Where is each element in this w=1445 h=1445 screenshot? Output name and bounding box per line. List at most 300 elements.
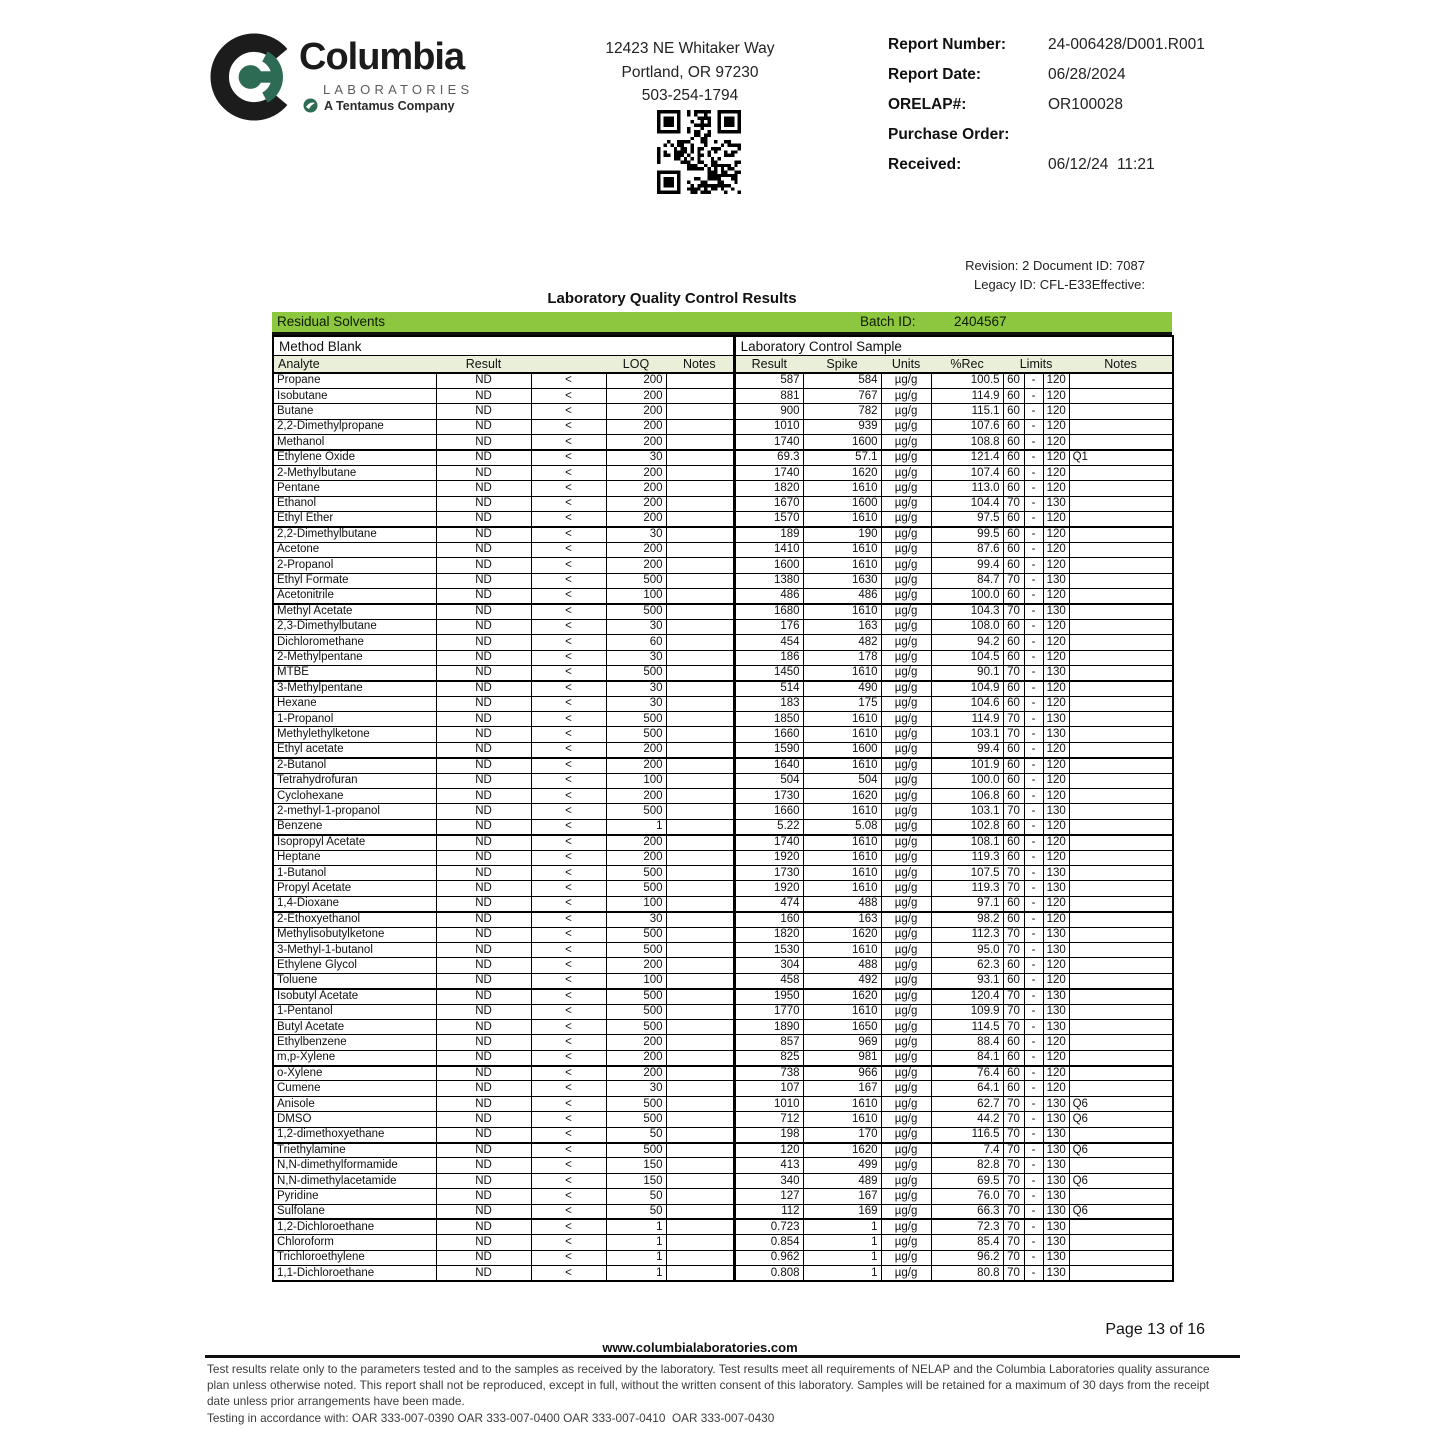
lcs-result: 587 — [734, 373, 803, 388]
lcs-percent-recovery: 72.3 — [931, 1219, 1003, 1234]
limit-low: 70 — [1003, 989, 1024, 1004]
mb-loq: 100 — [606, 773, 666, 788]
mb-loq: 500 — [606, 866, 666, 881]
table-row — [273, 1158, 1173, 1173]
analyte-name: 2-Propanol — [273, 558, 436, 573]
table-row — [273, 819, 1173, 834]
revision-line1: Revision: 2 Document ID: 7087 — [965, 258, 1145, 273]
lcs-notes — [1069, 1250, 1173, 1265]
lcs-notes — [1069, 650, 1173, 665]
lcs-percent-recovery: 107.4 — [931, 465, 1003, 480]
mb-operator: < — [531, 1096, 606, 1111]
limit-high: 120 — [1043, 835, 1069, 850]
lcs-result: 1820 — [734, 927, 803, 942]
lcs-percent-recovery: 115.1 — [931, 404, 1003, 419]
mb-operator: < — [531, 1019, 606, 1034]
mb-loq: 200 — [606, 742, 666, 757]
limit-dash: - — [1024, 819, 1043, 834]
lcs-units: µg/g — [881, 512, 931, 527]
lcs-result: 160 — [734, 912, 803, 927]
mb-operator: < — [531, 1035, 606, 1050]
lcs-result: 1640 — [734, 758, 803, 773]
table-row — [273, 896, 1173, 911]
limit-high: 130 — [1043, 712, 1069, 727]
lcs-notes — [1069, 1127, 1173, 1142]
limit-low: 70 — [1003, 881, 1024, 896]
lcs-spike: 57.1 — [803, 450, 881, 465]
table-row — [273, 1173, 1173, 1188]
tagline-text: A Tentamus Company — [324, 98, 455, 113]
limit-low: 60 — [1003, 650, 1024, 665]
table-row — [273, 1019, 1173, 1034]
limit-dash: - — [1024, 866, 1043, 881]
lcs-units: µg/g — [881, 404, 931, 419]
limit-dash: - — [1024, 404, 1043, 419]
table-row — [273, 1204, 1173, 1219]
table-row — [273, 1127, 1173, 1142]
lcs-notes — [1069, 881, 1173, 896]
mb-operator: < — [531, 1250, 606, 1265]
lcs-result: 1600 — [734, 558, 803, 573]
lcs-notes — [1069, 527, 1173, 542]
mb-notes — [666, 1019, 734, 1034]
lcs-units: µg/g — [881, 450, 931, 465]
lcs-percent-recovery: 99.4 — [931, 742, 1003, 757]
lcs-spike: 1 — [803, 1219, 881, 1234]
limit-low: 60 — [1003, 635, 1024, 650]
limit-low: 70 — [1003, 1219, 1024, 1234]
mb-loq: 500 — [606, 573, 666, 588]
lcs-units: µg/g — [881, 1158, 931, 1173]
lcs-result: 183 — [734, 696, 803, 711]
mb-result: ND — [436, 1266, 531, 1281]
lcs-result: 0.962 — [734, 1250, 803, 1265]
lcs-notes: Q6 — [1069, 1204, 1173, 1219]
lcs-spike: 489 — [803, 1173, 881, 1188]
lcs-spike: 1610 — [803, 512, 881, 527]
mb-loq: 1 — [606, 1235, 666, 1250]
limit-high: 120 — [1043, 650, 1069, 665]
limit-dash: - — [1024, 512, 1043, 527]
analyte-name: 1-Propanol — [273, 712, 436, 727]
mb-result: ND — [436, 573, 531, 588]
mb-result: ND — [436, 1035, 531, 1050]
limit-high: 120 — [1043, 542, 1069, 557]
lcs-result: 1410 — [734, 542, 803, 557]
limit-low: 60 — [1003, 619, 1024, 634]
lcs-percent-recovery: 90.1 — [931, 665, 1003, 680]
limit-low: 60 — [1003, 527, 1024, 542]
lcs-spike: 1600 — [803, 496, 881, 511]
lcs-units: µg/g — [881, 558, 931, 573]
mb-loq: 30 — [606, 912, 666, 927]
mb-result: ND — [436, 942, 531, 957]
table-row — [273, 512, 1173, 527]
limit-dash: - — [1024, 481, 1043, 496]
lcs-result: 186 — [734, 650, 803, 665]
mb-notes — [666, 912, 734, 927]
limit-high: 120 — [1043, 619, 1069, 634]
batch-id-value: 2404567 — [954, 314, 1007, 329]
mb-operator: < — [531, 835, 606, 850]
limit-high: 130 — [1043, 927, 1069, 942]
lcs-notes — [1069, 558, 1173, 573]
lcs-units: µg/g — [881, 773, 931, 788]
limit-low: 60 — [1003, 1050, 1024, 1065]
analyte-name: 2,3-Dimethylbutane — [273, 619, 436, 634]
mb-operator: < — [531, 681, 606, 696]
lcs-notes — [1069, 1066, 1173, 1081]
table-row — [273, 835, 1173, 850]
website-text: www.columbialaboratories.com — [602, 1340, 798, 1355]
analyte-name: Cumene — [273, 1081, 436, 1096]
mb-loq: 100 — [606, 896, 666, 911]
lcs-percent-recovery: 64.1 — [931, 1081, 1003, 1096]
analyte-name: N,N-dimethylacetamide — [273, 1173, 436, 1188]
lcs-percent-recovery: 104.3 — [931, 604, 1003, 619]
limit-dash: - — [1024, 604, 1043, 619]
analyte-name: m,p-Xylene — [273, 1050, 436, 1065]
lcs-spike: 169 — [803, 1204, 881, 1219]
mb-loq: 500 — [606, 1019, 666, 1034]
mb-loq: 200 — [606, 789, 666, 804]
mb-operator: < — [531, 481, 606, 496]
table-row — [273, 1250, 1173, 1265]
lcs-result: 1850 — [734, 712, 803, 727]
lcs-units: µg/g — [881, 973, 931, 988]
table-row — [273, 1096, 1173, 1111]
lcs-notes — [1069, 789, 1173, 804]
lcs-notes — [1069, 1050, 1173, 1065]
lcs-units: µg/g — [881, 1173, 931, 1188]
method-blank-section-label: Method Blank — [273, 336, 734, 356]
mb-result: ND — [436, 835, 531, 850]
lcs-spike: 969 — [803, 1035, 881, 1050]
limit-dash: - — [1024, 388, 1043, 403]
mb-operator: < — [531, 742, 606, 757]
limit-low: 70 — [1003, 1019, 1024, 1034]
lcs-spike: 939 — [803, 419, 881, 434]
lcs-notes — [1069, 635, 1173, 650]
lcs-percent-recovery: 76.4 — [931, 1066, 1003, 1081]
mb-loq: 200 — [606, 850, 666, 865]
mb-loq: 200 — [606, 404, 666, 419]
mb-result: ND — [436, 373, 531, 388]
orelap-value: OR100028 — [1048, 96, 1123, 113]
lcs-result: 1730 — [734, 866, 803, 881]
lcs-spike: 1610 — [803, 665, 881, 680]
lcs-notes — [1069, 927, 1173, 942]
mb-loq: 200 — [606, 1035, 666, 1050]
lcs-units: µg/g — [881, 650, 931, 665]
lcs-spike: 767 — [803, 388, 881, 403]
mb-result: ND — [436, 527, 531, 542]
mb-loq: 200 — [606, 1066, 666, 1081]
lcs-units: µg/g — [881, 681, 931, 696]
limit-low: 60 — [1003, 850, 1024, 865]
mb-operator: < — [531, 465, 606, 480]
mb-operator: < — [531, 604, 606, 619]
lcs-units: µg/g — [881, 1004, 931, 1019]
analyte-name: Acetonitrile — [273, 588, 436, 603]
mb-loq: 500 — [606, 804, 666, 819]
mb-notes — [666, 1035, 734, 1050]
column-header-operator — [531, 356, 606, 374]
mb-result: ND — [436, 1143, 531, 1158]
table-row — [273, 681, 1173, 696]
lcs-percent-recovery: 93.1 — [931, 973, 1003, 988]
mb-notes — [666, 388, 734, 403]
limit-high: 130 — [1043, 1127, 1069, 1142]
lcs-percent-recovery: 62.3 — [931, 958, 1003, 973]
mb-loq: 200 — [606, 388, 666, 403]
lcs-section-label: Laboratory Control Sample — [734, 336, 1173, 356]
mb-operator: < — [531, 650, 606, 665]
lcs-units: µg/g — [881, 542, 931, 557]
lcs-result: 900 — [734, 404, 803, 419]
column-header-analyte: Analyte — [273, 356, 436, 374]
table-row — [273, 1266, 1173, 1281]
lcs-notes — [1069, 850, 1173, 865]
mb-result: ND — [436, 404, 531, 419]
mb-notes — [666, 973, 734, 988]
table-row — [273, 1143, 1173, 1158]
lcs-result: 1570 — [734, 512, 803, 527]
lcs-percent-recovery: 108.0 — [931, 619, 1003, 634]
limit-low: 60 — [1003, 1066, 1024, 1081]
lcs-percent-recovery: 80.8 — [931, 1266, 1003, 1281]
limit-dash: - — [1024, 1050, 1043, 1065]
lcs-spike: 504 — [803, 773, 881, 788]
mb-notes — [666, 727, 734, 742]
category-banner — [272, 312, 1172, 335]
column-header-units: Units — [881, 356, 931, 374]
lcs-percent-recovery: 100.5 — [931, 373, 1003, 388]
columbia-logo-icon — [208, 33, 300, 121]
lcs-percent-recovery: 96.2 — [931, 1250, 1003, 1265]
mb-notes — [666, 1112, 734, 1127]
mb-loq: 200 — [606, 1050, 666, 1065]
limit-low: 60 — [1003, 388, 1024, 403]
limit-high: 120 — [1043, 558, 1069, 573]
mb-notes — [666, 465, 734, 480]
column-header-mb-notes: Notes — [666, 356, 734, 374]
table-row — [273, 1081, 1173, 1096]
lcs-result: 1680 — [734, 604, 803, 619]
mb-notes — [666, 481, 734, 496]
mb-notes — [666, 850, 734, 865]
lcs-units: µg/g — [881, 1127, 931, 1142]
lcs-result: 1730 — [734, 789, 803, 804]
mb-loq: 200 — [606, 542, 666, 557]
limit-high: 130 — [1043, 1204, 1069, 1219]
lcs-percent-recovery: 84.7 — [931, 573, 1003, 588]
mb-loq: 500 — [606, 1004, 666, 1019]
lcs-units: µg/g — [881, 1235, 931, 1250]
mb-loq: 500 — [606, 1143, 666, 1158]
analyte-name: Anisole — [273, 1096, 436, 1111]
mb-notes — [666, 1173, 734, 1188]
table-row — [273, 1035, 1173, 1050]
mb-result: ND — [436, 1112, 531, 1127]
table-row — [273, 588, 1173, 603]
mb-operator: < — [531, 927, 606, 942]
lcs-units: µg/g — [881, 1219, 931, 1234]
table-row — [273, 958, 1173, 973]
limit-high: 130 — [1043, 1143, 1069, 1158]
lcs-result: 189 — [734, 527, 803, 542]
lcs-result: 1660 — [734, 727, 803, 742]
mb-notes — [666, 542, 734, 557]
mb-loq: 100 — [606, 588, 666, 603]
lcs-spike: 1650 — [803, 1019, 881, 1034]
mb-operator: < — [531, 1173, 606, 1188]
limit-high: 120 — [1043, 388, 1069, 403]
lcs-notes — [1069, 481, 1173, 496]
mb-result: ND — [436, 1189, 531, 1204]
mb-operator: < — [531, 542, 606, 557]
lcs-percent-recovery: 112.3 — [931, 927, 1003, 942]
table-row — [273, 635, 1173, 650]
table-row — [273, 1219, 1173, 1234]
lcs-result: 1590 — [734, 742, 803, 757]
lcs-percent-recovery: 97.1 — [931, 896, 1003, 911]
mb-loq: 200 — [606, 758, 666, 773]
brand-subtitle: LABORATORIES — [323, 82, 474, 97]
table-row — [273, 1050, 1173, 1065]
limit-high: 130 — [1043, 989, 1069, 1004]
lcs-notes — [1069, 696, 1173, 711]
limit-high: 120 — [1043, 958, 1069, 973]
mb-operator: < — [531, 712, 606, 727]
mb-notes — [666, 1158, 734, 1173]
limit-dash: - — [1024, 635, 1043, 650]
mb-result: ND — [436, 1250, 531, 1265]
lcs-spike: 167 — [803, 1081, 881, 1096]
mb-operator: < — [531, 1004, 606, 1019]
mb-notes — [666, 1096, 734, 1111]
mb-notes — [666, 881, 734, 896]
analyte-name: 2-methyl-1-propanol — [273, 804, 436, 819]
limit-low: 60 — [1003, 481, 1024, 496]
lcs-percent-recovery: 119.3 — [931, 881, 1003, 896]
mb-result: ND — [436, 1158, 531, 1173]
mb-operator: < — [531, 619, 606, 634]
limit-high: 120 — [1043, 635, 1069, 650]
limit-high: 120 — [1043, 896, 1069, 911]
limit-low: 70 — [1003, 1235, 1024, 1250]
mb-result: ND — [436, 650, 531, 665]
purchase-order-label: Purchase Order: — [888, 126, 1010, 143]
table-row — [273, 804, 1173, 819]
lcs-units: µg/g — [881, 1204, 931, 1219]
lcs-spike: 167 — [803, 1189, 881, 1204]
mb-result: ND — [436, 819, 531, 834]
limit-low: 60 — [1003, 542, 1024, 557]
lcs-notes: Q6 — [1069, 1112, 1173, 1127]
limit-high: 130 — [1043, 727, 1069, 742]
lcs-notes — [1069, 619, 1173, 634]
mb-notes — [666, 527, 734, 542]
column-header-limits: Limits — [1003, 356, 1069, 374]
lcs-notes — [1069, 727, 1173, 742]
mb-result: ND — [436, 989, 531, 1004]
column-header-spike: Spike — [803, 356, 881, 374]
mb-notes — [666, 804, 734, 819]
lcs-percent-recovery: 108.1 — [931, 835, 1003, 850]
mb-operator: < — [531, 819, 606, 834]
limit-dash: - — [1024, 973, 1043, 988]
lcs-units: µg/g — [881, 958, 931, 973]
lcs-result: 1660 — [734, 804, 803, 819]
mb-operator: < — [531, 773, 606, 788]
table-header-row — [273, 356, 1173, 374]
limit-low: 70 — [1003, 1189, 1024, 1204]
mb-loq: 1 — [606, 1250, 666, 1265]
lcs-spike: 482 — [803, 635, 881, 650]
mb-loq: 500 — [606, 727, 666, 742]
limit-dash: - — [1024, 1127, 1043, 1142]
analyte-name: Dichloromethane — [273, 635, 436, 650]
mb-operator: < — [531, 1127, 606, 1142]
lcs-spike: 966 — [803, 1066, 881, 1081]
lcs-units: µg/g — [881, 1112, 931, 1127]
mb-result: ND — [436, 1173, 531, 1188]
lcs-result: 1670 — [734, 496, 803, 511]
limit-low: 70 — [1003, 866, 1024, 881]
limit-high: 130 — [1043, 1112, 1069, 1127]
table-row — [273, 604, 1173, 619]
mb-result: ND — [436, 973, 531, 988]
lcs-spike: 499 — [803, 1158, 881, 1173]
mb-notes — [666, 1189, 734, 1204]
lcs-spike: 1610 — [803, 481, 881, 496]
limit-low: 60 — [1003, 1081, 1024, 1096]
mb-loq: 30 — [606, 619, 666, 634]
mb-notes — [666, 1204, 734, 1219]
lcs-spike: 1610 — [803, 804, 881, 819]
mb-operator: < — [531, 1050, 606, 1065]
analyte-name: o-Xylene — [273, 1066, 436, 1081]
limit-high: 120 — [1043, 1035, 1069, 1050]
lcs-notes — [1069, 773, 1173, 788]
mb-result: ND — [436, 481, 531, 496]
lcs-result: 881 — [734, 388, 803, 403]
lcs-result: 1770 — [734, 1004, 803, 1019]
analyte-name: 3-Methylpentane — [273, 681, 436, 696]
mb-loq: 500 — [606, 989, 666, 1004]
mb-notes — [666, 1250, 734, 1265]
analyte-name: Heptane — [273, 850, 436, 865]
received-label: Received: — [888, 156, 962, 173]
lcs-result: 738 — [734, 1066, 803, 1081]
limit-low: 60 — [1003, 912, 1024, 927]
lcs-spike: 1620 — [803, 789, 881, 804]
mb-notes — [666, 989, 734, 1004]
lcs-result: 1820 — [734, 481, 803, 496]
mb-operator: < — [531, 665, 606, 680]
mb-operator: < — [531, 1112, 606, 1127]
lcs-result: 1530 — [734, 942, 803, 957]
lcs-units: µg/g — [881, 912, 931, 927]
mb-result: ND — [436, 419, 531, 434]
mb-result: ND — [436, 435, 531, 450]
mb-loq: 500 — [606, 942, 666, 957]
lcs-units: µg/g — [881, 373, 931, 388]
lcs-notes — [1069, 1235, 1173, 1250]
lcs-notes — [1069, 1219, 1173, 1234]
lcs-spike: 1610 — [803, 881, 881, 896]
